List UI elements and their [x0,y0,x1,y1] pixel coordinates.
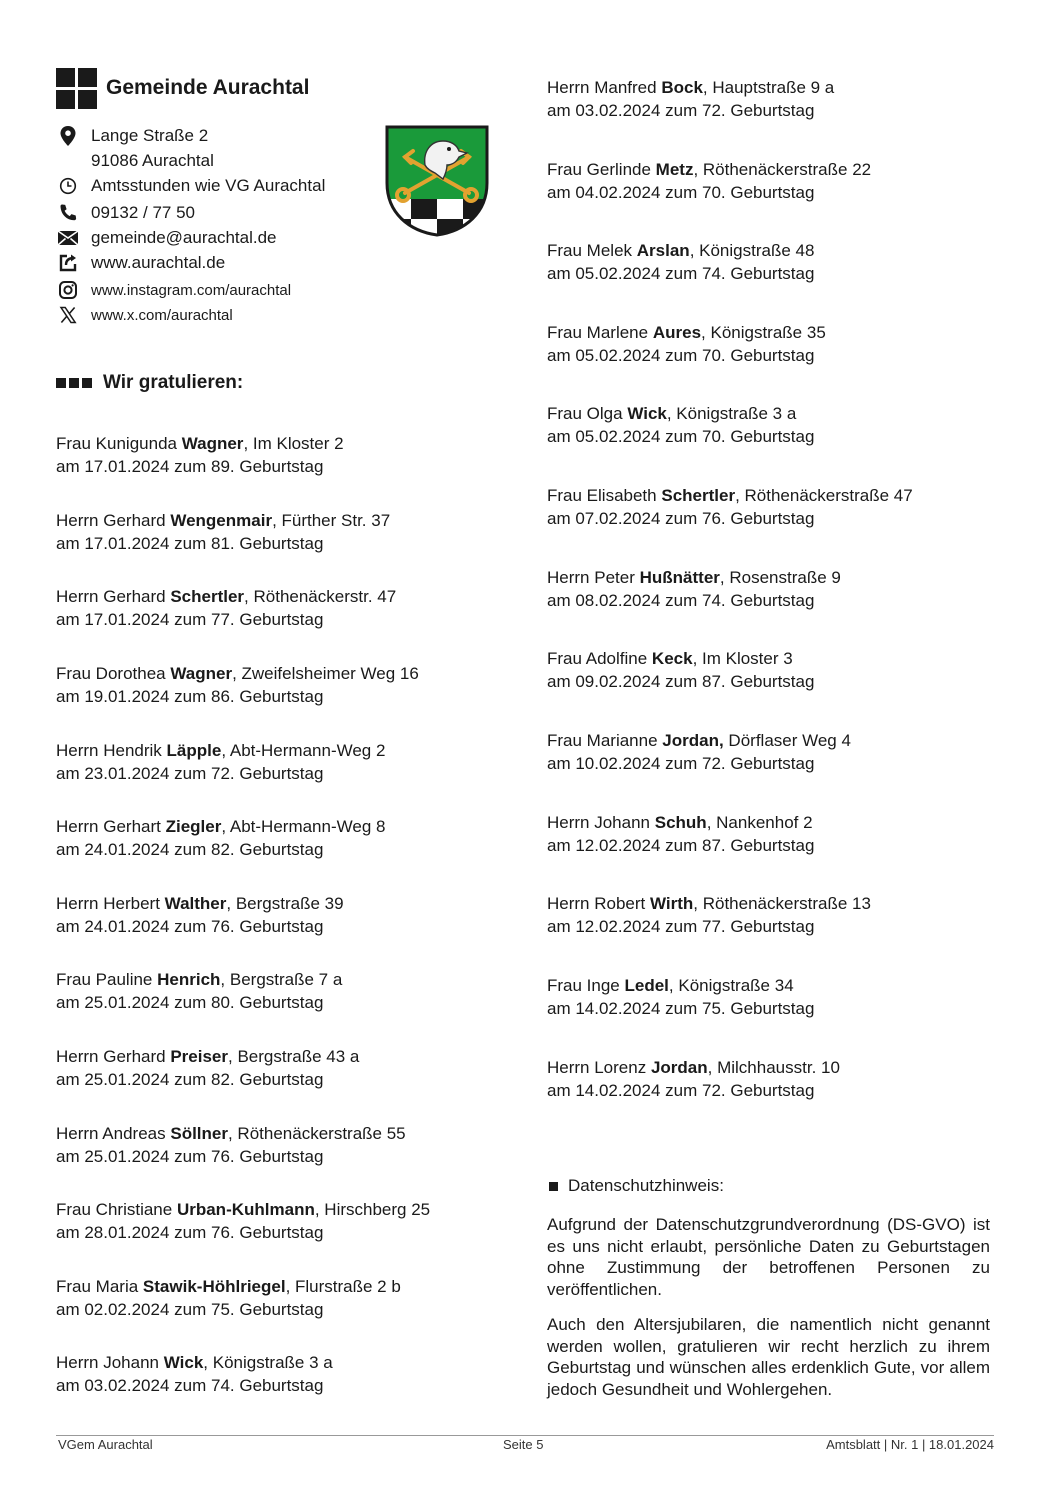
birthday-entry: Herrn Gerhard Preiser, Bergstraße 43 a am 25.01.2024 zum 82. Geburtstag [56,1047,360,1089]
privacy-heading: Datenschutzhinweis: [549,1176,724,1196]
birthday-entry: Frau Marianne Jordan, Dörflaser Weg 4 am 10.02.2024 zum 72. Geburtstag [547,731,851,773]
municipality-logo [56,68,97,109]
section-heading: Wir gratulieren: [56,372,243,394]
contact-email[interactable]: gemeinde@aurachtal.de [56,226,80,250]
surname: Wick [163,1353,204,1372]
contact-instagram[interactable]: www.instagram.com/aurachtal [56,278,80,302]
instagram-icon [56,278,80,302]
footer-right: Amtsblatt | Nr. 1 | 18.01.2024 [826,1437,994,1452]
clock-icon [56,174,80,198]
birthday-entry: Herrn Gerhard Wengenmair, Fürther Str. 37 am 17.01.2024 zum 81. Geburtstag [56,511,391,553]
surname: Schertler [170,587,245,606]
birthday-entry: Frau Inge Ledel, Königstraße 34 am 14.02.2024 zum 75. Geburtstag [547,976,815,1018]
surname: Schuh [654,813,707,832]
footer-divider [56,1435,994,1436]
privacy-paragraph: Aufgrund der Datenschutzgrundverordnung (DS-GVO) ist es uns nicht erlaubt, persönliche Daten zu Geburtstagen ohne Zustimmung der betroffenen Personen zu veröffentlichen. [547,1215,990,1299]
heading-square-icon [56,378,66,388]
org-name: Gemeinde Aurachtal [106,76,310,99]
surname: Urban-Kuhlmann [176,1200,315,1219]
birthday-entry: Herrn Hendrik Läpple, Abt-Hermann-Weg 2 am 23.01.2024 zum 72. Geburtstag [56,741,386,783]
surname: Wagner [181,434,244,453]
surname: Wick [627,404,667,423]
x-logo-icon [56,303,80,327]
surname: Jordan, [662,731,724,750]
surname: Jordan [650,1058,708,1077]
envelope-icon [56,226,80,250]
external-link-icon [56,251,80,275]
birthday-entry: Herrn Peter Hußnätter, Rosenstraße 9 am 08.02.2024 zum 74. Geburtstag [547,568,841,610]
birthday-entry: Frau Olga Wick, Königstraße 3 a am 05.02.2024 zum 70. Geburtstag [547,404,815,446]
phone-icon [56,201,80,225]
birthday-entry: Frau Elisabeth Schertler, Röthenäckerstraße 47 am 07.02.2024 zum 76. Geburtstag [547,486,913,528]
contact-website[interactable]: www.aurachtal.de [56,251,80,275]
birthday-entry: Herrn Gerhard Schertler, Röthenäckerstr. 47 am 17.01.2024 zum 77. Geburtstag [56,587,397,629]
birthday-entry: Herrn Gerhart Ziegler, Abt-Hermann-Weg 8 am 24.01.2024 zum 82. Geburtstag [56,817,386,859]
birthday-entry: Herrn Johann Wick, Königstraße 3 a am 03.02.2024 zum 74. Geburtstag [56,1353,333,1395]
birthday-entry: Herrn Johann Schuh, Nankenhof 2 am 12.02.2024 zum 87. Geburtstag [547,813,815,855]
surname: Henrich [157,970,221,989]
surname: Wirth [650,894,694,913]
birthday-entry: Frau Maria Stawik-Höhlriegel, Flurstraße 2 b am 02.02.2024 zum 75. Geburtstag [56,1277,401,1319]
heading-square-icon [82,378,92,388]
birthday-entry: Frau Christiane Urban-Kuhlmann, Hirschberg 25 am 28.01.2024 zum 76. Geburtstag [56,1200,431,1242]
surname: Hußnätter [639,568,720,587]
surname: Stawik-Höhlriegel [142,1277,286,1296]
surname: Bock [661,78,703,97]
birthday-entry: Herrn Manfred Bock, Hauptstraße 9 a am 03.02.2024 zum 72. Geburtstag [547,78,835,120]
heading-square-icon [69,378,79,388]
surname: Walther [164,894,227,913]
birthday-entry: Frau Gerlinde Metz, Röthenäckerstraße 22 am 04.02.2024 zum 70. Geburtstag [547,160,872,202]
bullet-square-icon [549,1182,558,1191]
contact-x[interactable]: www.x.com/aurachtal [56,303,80,327]
location-pin-icon [56,124,80,148]
footer-page-number: Seite 5 [503,1437,544,1452]
birthday-entry: Frau Melek Arslan, Königstraße 48 am 05.02.2024 zum 74. Geburtstag [547,241,815,283]
contact-address-street: Lange Straße 2 [56,124,80,148]
birthday-entry: Herrn Andreas Söllner, Röthenäckerstraße 55 am 25.01.2024 zum 76. Geburtstag [56,1124,406,1166]
birthday-entry: Herrn Lorenz Jordan, Milchhausstr. 10 am 14.02.2024 zum 72. Geburtstag [547,1058,840,1100]
surname: Arslan [636,241,690,260]
surname: Metz [655,160,694,179]
birthday-entry: Frau Pauline Henrich, Bergstraße 7 a am 25.01.2024 zum 80. Geburtstag [56,970,343,1012]
birthday-entry: Frau Dorothea Wagner, Zweifelsheimer Weg 16 am 19.01.2024 zum 86. Geburtstag [56,664,419,706]
coat-of-arms [385,125,489,237]
footer-left: VGem Aurachtal [58,1437,153,1452]
surname: Ledel [624,976,669,995]
surname: Wagner [170,664,233,683]
surname: Schertler [661,486,736,505]
surname: Ziegler [165,817,222,836]
surname: Aures [652,323,702,342]
birthday-entry: Herrn Robert Wirth, Röthenäckerstraße 13 am 12.02.2024 zum 77. Geburtstag [547,894,871,936]
birthday-entry: Herrn Herbert Walther, Bergstraße 39 am 24.01.2024 zum 76. Geburtstag [56,894,344,936]
surname: Keck [651,649,693,668]
surname: Wengenmair [170,511,273,530]
surname: Preiser [170,1047,229,1066]
birthday-entry: Frau Marlene Aures, Königstraße 35 am 05.02.2024 zum 70. Geburtstag [547,323,826,365]
surname: Söllner [170,1124,228,1143]
surname: Läpple [166,741,222,760]
contact-phone: 09132 / 77 50 [56,201,80,225]
birthday-entry: Frau Adolfine Keck, Im Kloster 3 am 09.02.2024 zum 87. Geburtstag [547,649,815,691]
birthday-entry: Frau Kunigunda Wagner, Im Kloster 2 am 17.01.2024 zum 89. Geburtstag [56,434,344,476]
contact-office-hours: Amtsstunden wie VG Aurachtal [56,174,80,198]
privacy-paragraph: Auch den Altersjubilaren, die namentlich nicht genannt werden wollen, gratulieren wir recht herzlich zu ihrem Geburtstag und wünschen alles erdenklich Gute, vor allem jedoch Gesundheit und Wohlergehen. [547,1315,990,1399]
